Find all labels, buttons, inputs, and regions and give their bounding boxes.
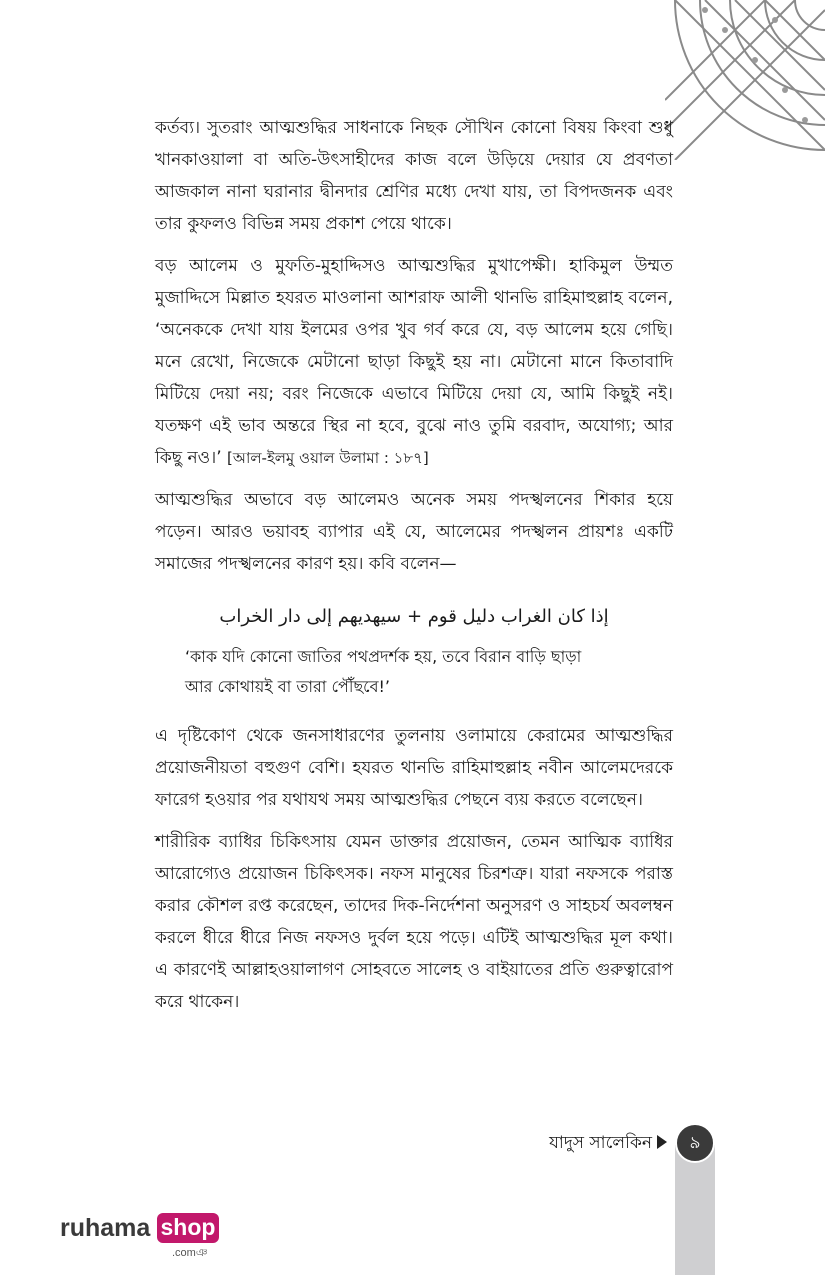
verse-translation [155,642,673,702]
ruhamashop-logo [60,1210,230,1262]
translation-line-2: আর কোথায়ই বা তারা পৌঁছবে!’ [185,677,390,696]
paragraph-5: শারীরিক ব্যাধির চিকিৎসায় যেমন ডাক্তার প্রয়োজন, তেমন আত্মিক ব্যাধির আরোগ্যেও প্রয়োজন চিকিৎসক। নফস মানুষের চিরশত্রু। যারা নফসকে পরাস্ত করার কৌশল রপ্ত করেছেন, তাদের দিক-নির্দেশনা অনুসরণ ও সাহচর্য অবলম্বন করলে ধীরে ধীরে নিজ নফসও দুর্বল হয়ে পড়ে। এটিই আত্মশুদ্ধির মূল কথা। এ কারণেই আল্লাহওয়ালাগণ সোহবতে সালেহ ও বাইয়াতের প্রতি গুরুত্বারোপ করে থাকেন। [155,832,673,1012]
arabic-verse: إذا كان الغراب دليل قوم + سيهديهم إلى دار الخراب [219,606,609,627]
paragraph-3: আত্মশুদ্ধির অভাবে বড় আলেমও অনেক সময় পদস্খলনের শিকার হয়ে পড়েন। আরও ভয়াবহ ব্যাপার এই যে, আলেমের পদস্খলন প্রায়শঃ একটি সমাজের পদস্খলনের কারণ হয়। কবি বলেন— [155,490,673,574]
book-title: যাদুস সালেকিন [549,1133,652,1153]
translation-line-1: ‘কাক যদি কোনো জাতির পথপ্রদর্শক হয়, তবে বিরান বাড়ি ছাড়া [185,647,582,666]
paragraph-4: এ দৃষ্টিকোণ থেকে জনসাধারণের তুলনায় ওলামায়ে কেরামের আত্মশুদ্ধির প্রয়োজনীয়তা বহুগুণ বেশি। হযরত থানভি রাহিমাহুল্লাহ নবীন আলেমদেরকে ফারেগ হওয়ার পর যথাযথ সময় আত্মশুদ্ধির পেছনে ব্যয় করতে বলেছেন। [155,726,673,810]
corner-ornament [665,0,825,160]
logo-shop: shop [157,1213,219,1243]
citation: [আল-ইলমু ওয়াল উলামা : ১৮৭] [227,449,429,467]
paragraph-2-text: বড় আলেম ও মুফতি-মুহাদ্দিসও আত্মশুদ্ধির মুখাপেক্ষী। হাকিমুল উম্মত মুজাদ্দিসে মিল্লাত হযরত মাওলানা আশরাফ আলী থানভি রাহিমাহুল্লাহ বলেন, ‘অনেককে দেখা যায় ইলমের ওপর খুব গর্ব করে যে, বড় আলেম হয়ে গেছি। মনে রেখো, নিজেকে মেটানো ছাড়া কিছুই হয় না। মেটানো মানে কিতাবাদি মিটিয়ে দেয়া নয়; বরং নিজেকে এভাবে মিটিয়ে দেয়া যে, আমি কিছুই নই। যতক্ষণ এই ভাব অন্তরে স্থির না হবে, বুঝে নাও তুমি বরবাদ, অযোগ্য; আর কিছু নও।’ [155,256,673,468]
page-body [155,112,673,1028]
paragraph-1: কর্তব্য। সুতরাং আত্মশুদ্ধির সাধনাকে নিছক সৌখিন কোনো বিষয় কিংবা শুধু খানকাওয়ালা বা অতি-উৎসাহীদের কাজ বলে উড়িয়ে দেয়ার যে প্রবণতা আজকাল নানা ঘরানার দ্বীনদার শ্রেণির মধ্যে দেখা যায়, তা বিপদজনক এবং তার কুফলও বিভিন্ন সময় প্রকাশ পেয়ে থাকে। [155,118,673,234]
page-number: ৯ [675,1123,715,1163]
play-triangle-icon [657,1135,667,1149]
logo-domain: .comঞ [172,1247,208,1259]
page-side-bar [675,1145,715,1275]
logo-name: ruhama [60,1214,151,1242]
paragraph-2 [155,250,673,474]
